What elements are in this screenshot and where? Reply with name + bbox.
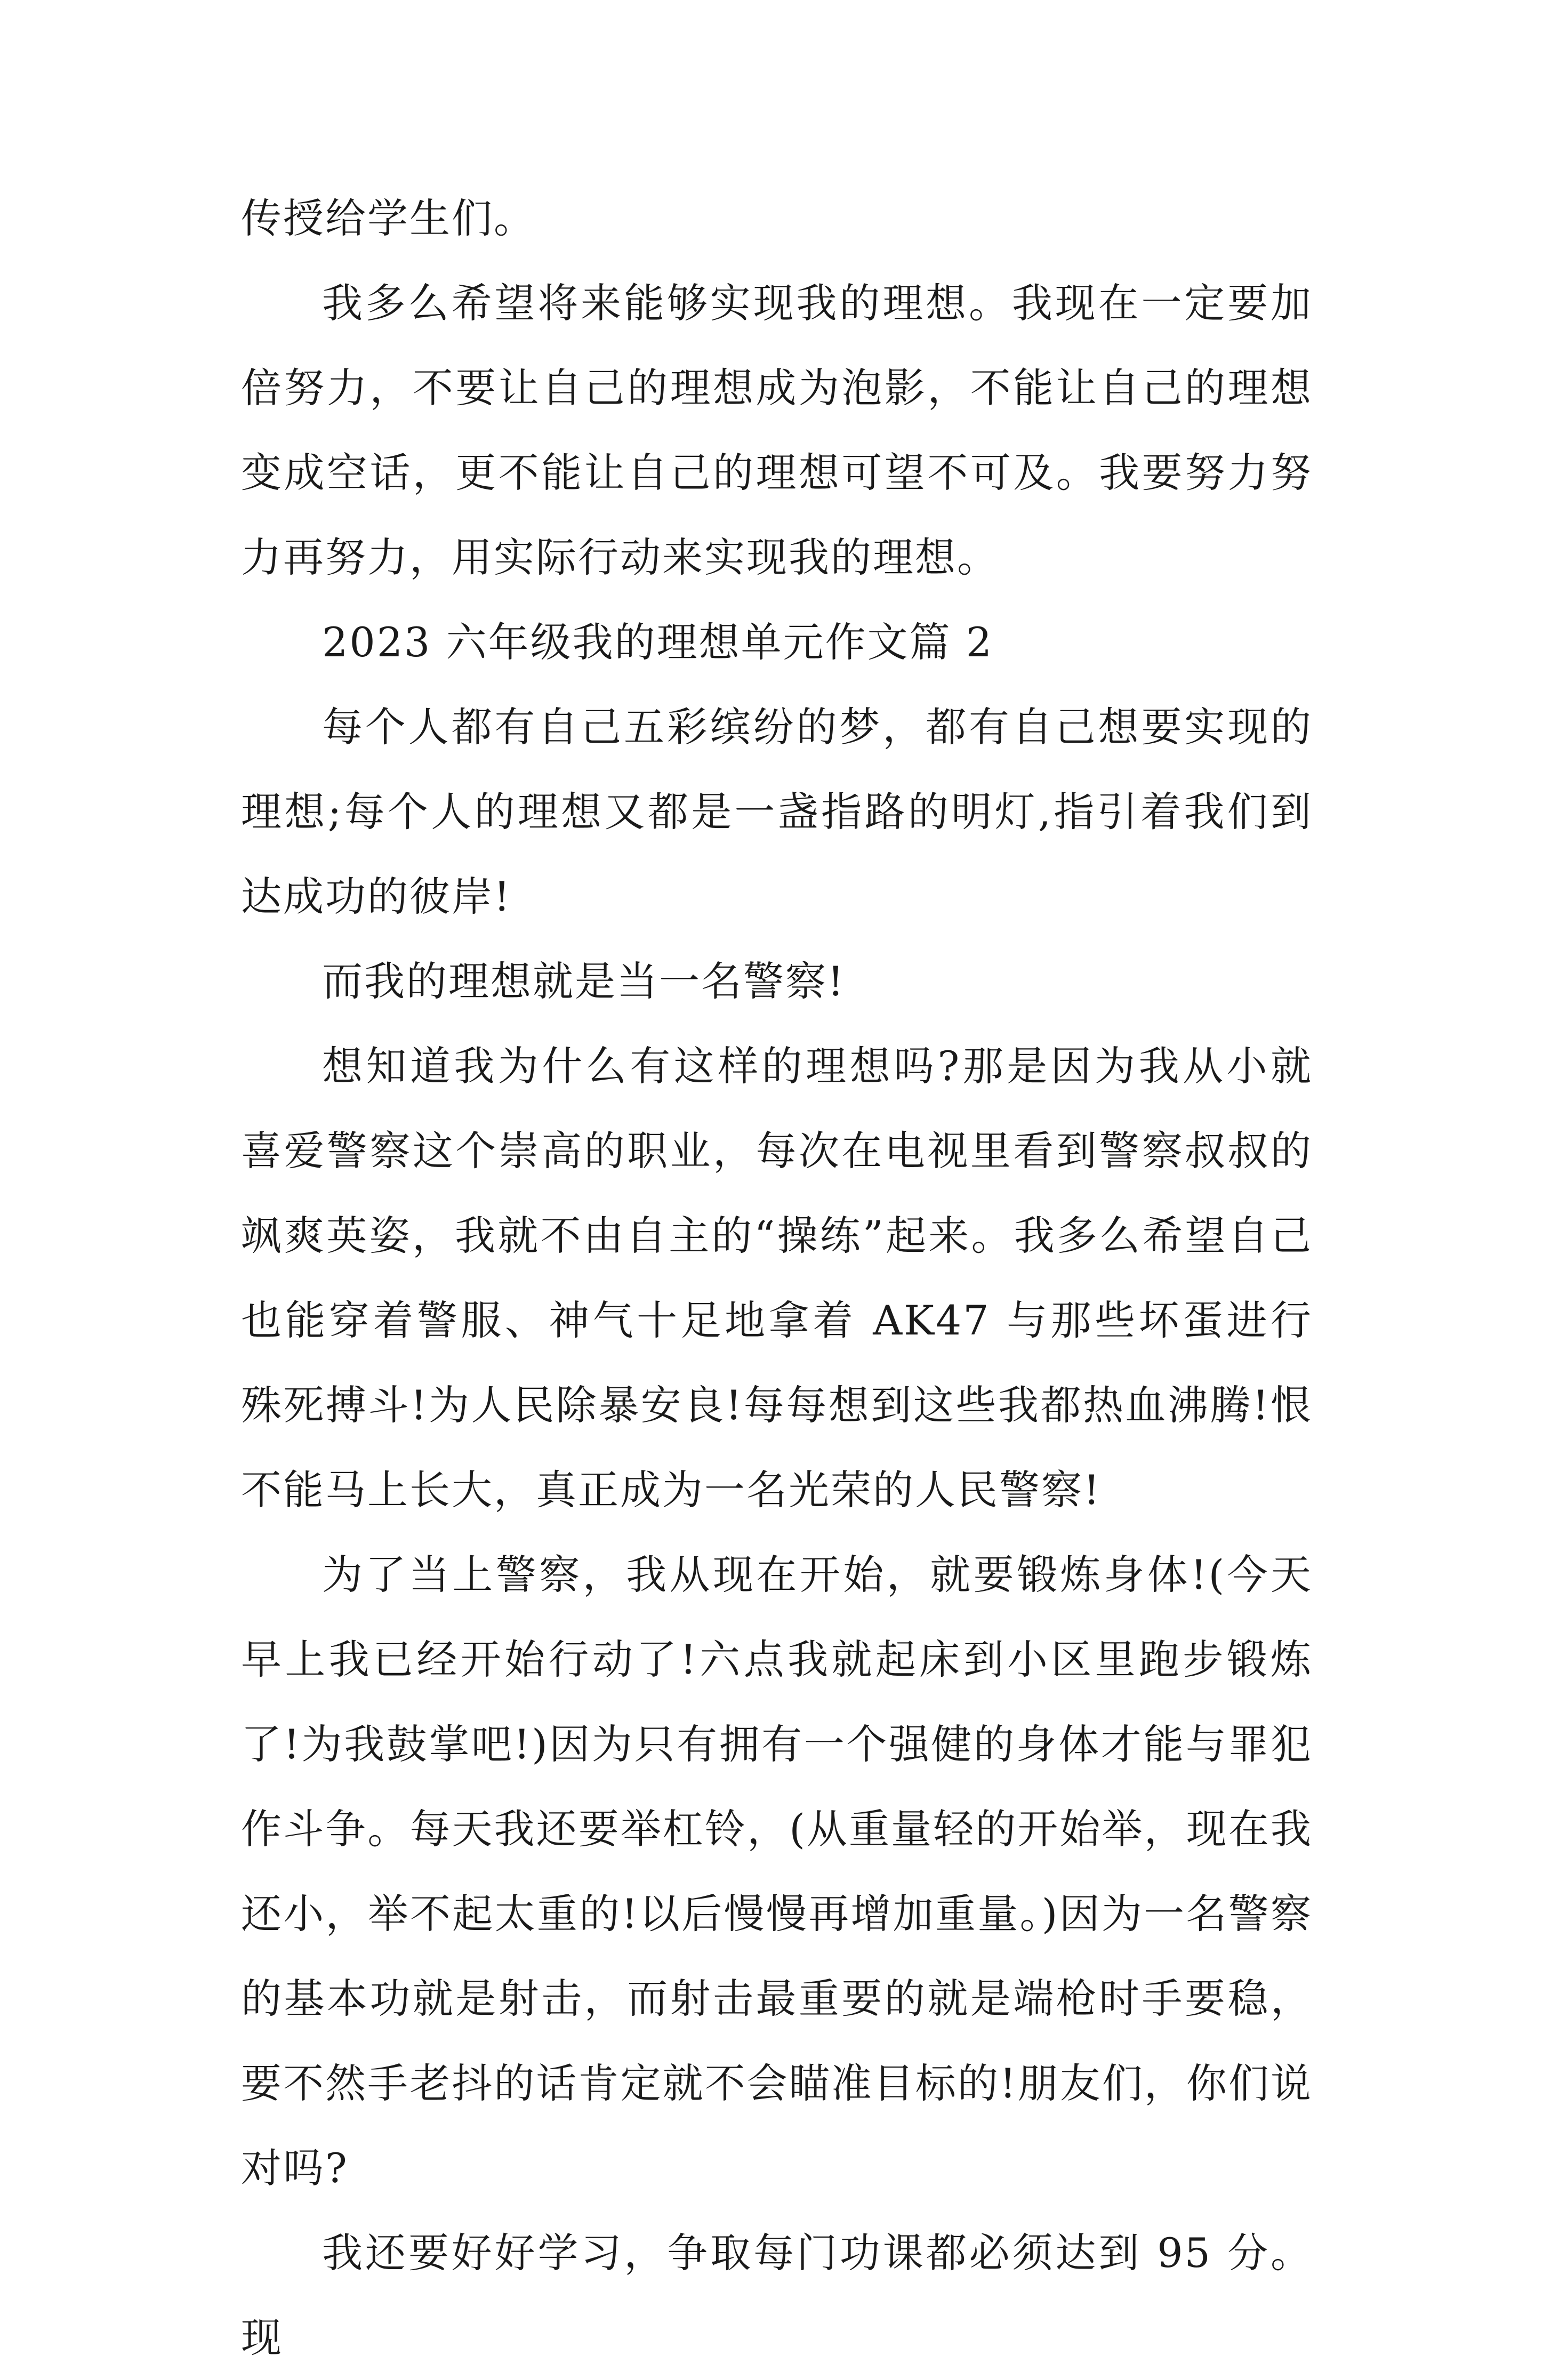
paragraph-continuation: 传授给学生们。 <box>241 195 536 242</box>
paragraph: 我多么希望将来能够实现我的理想。我现在一定要加倍努力，不要让自己的理想成为泡影，不能让自己的理想变成空话，更不能让自己的理想可望不可及。我要努力努力再努力，用实际行动来实现我的理想。 <box>241 279 1313 581</box>
essay-heading: 2023 六年级我的理想单元作文篇 2 <box>322 618 994 666</box>
paragraph: 而我的理想就是当一名警察! <box>322 958 846 1005</box>
paragraph: 想知道我为什么有这样的理想吗?那是因为我从小就喜爱警察这个崇高的职业，每次在电视里看到警察叔叔的飒爽英姿，我就不由自主的“操练”起来。我多么希望自己也能穿着警服、神气十足地拿着 AK47 与那些坏蛋进行殊死搏斗!为人民除暴安良!每每想到这些我都热血沸腾!恨不能马上长大，真正成为一名光荣的人民警察! <box>241 1042 1313 1514</box>
paragraph: 为了当上警察，我从现在开始，就要锻炼身体!(今天早上我已经开始行动了!六点我就起床到小区里跑步锻炼了!为我鼓掌吧!)因为只有拥有一个强健的身体才能与罪犯作斗争。每天我还要举杠铃，(从重量轻的开始举，现在我还小，举不起太重的!以后慢慢再增加重量。)因为一名警察的基本功就是射击，而射击最重要的就是端枪时手要稳，要不然手老抖的话肯定就不会瞄准目标的!朋友们，你们说对吗? <box>241 1551 1313 2192</box>
paragraph: 我还要好好学习，争取每门功课都必须达到 95 分。现 <box>241 2229 1313 2361</box>
essay-text <box>241 176 1313 2380</box>
paragraph: 每个人都有自己五彩缤纷的梦，都有自己想要实现的理想;每个人的理想又都是一盏指路的明灯,指引着我们到达成功的彼岸! <box>241 703 1313 920</box>
